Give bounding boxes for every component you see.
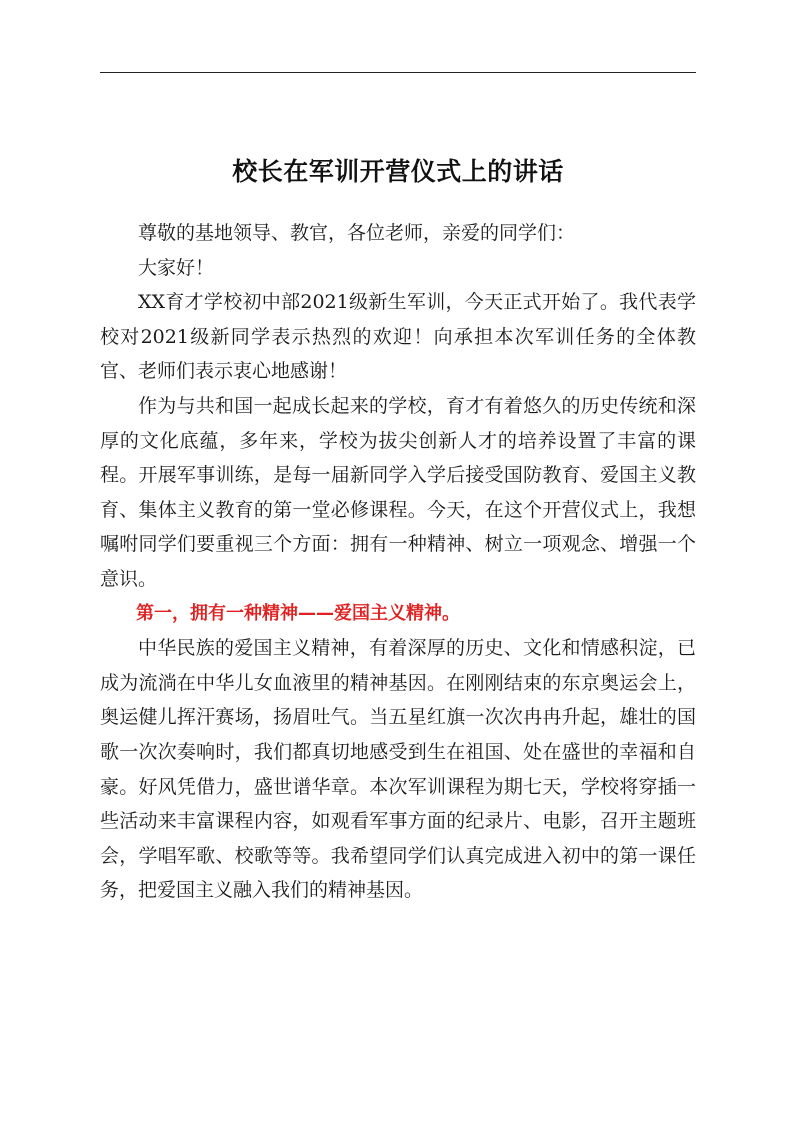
page-title: 校长在军训开营仪式上的讲话: [232, 157, 564, 186]
header-rule: [100, 72, 696, 73]
section-heading-first: 第一，拥有一种精神——爱国主义精神。: [136, 602, 460, 624]
salutation: 尊敬的基地领导、教官，各位老师，亲爱的同学们：: [138, 222, 576, 244]
paragraph-welcome: XX育才学校初中部2021级新生军训，今天正式开始了。我代表学校对2021级新同学表示热烈的欢迎！向承担本次军训任务的全体教官、老师们表示衷心地感谢！: [100, 291, 696, 383]
paragraph-school-history: 作为与共和国一起成长起来的学校，育才有着悠久的历史传统和深厚的文化底蕴，多年来，学校为拔尖创新人才的培养设置了丰富的课程。开展军事训练，是每一届新同学入学后接受国防教育、爱国主义教育、集体主义教育的第一堂必修课程。今天，在这个开营仪式上，我想嘱咐同学们要重视三个方面：拥有一种精神、树立一项观念、增强一个意识。: [100, 394, 696, 590]
document-body: [100, 216, 696, 908]
paragraph-patriotism: 中华民族的爱国主义精神，有着深厚的历史、文化和情感积淀，已成为流淌在中华儿女血液里的精神基因。在刚刚结束的东京奥运会上，奥运健儿挥汗赛场，扬眉吐气。当五星红旗一次次冉冉升起，雄壮的国歌一次次奏响时，我们都真切地感受到生在祖国、处在盛世的幸福和自豪。好风凭借力，盛世谱华章。本次军训课程为期七天，学校将穿插一些活动来丰富课程内容，如观看军事方面的纪录片、电影，召开主题班会，学唱军歌、校歌等等。我希望同学们认真完成进入初中的第一课任务，把爱国主义融入我们的精神基因。: [100, 637, 696, 902]
greeting: 大家好！: [138, 256, 215, 279]
